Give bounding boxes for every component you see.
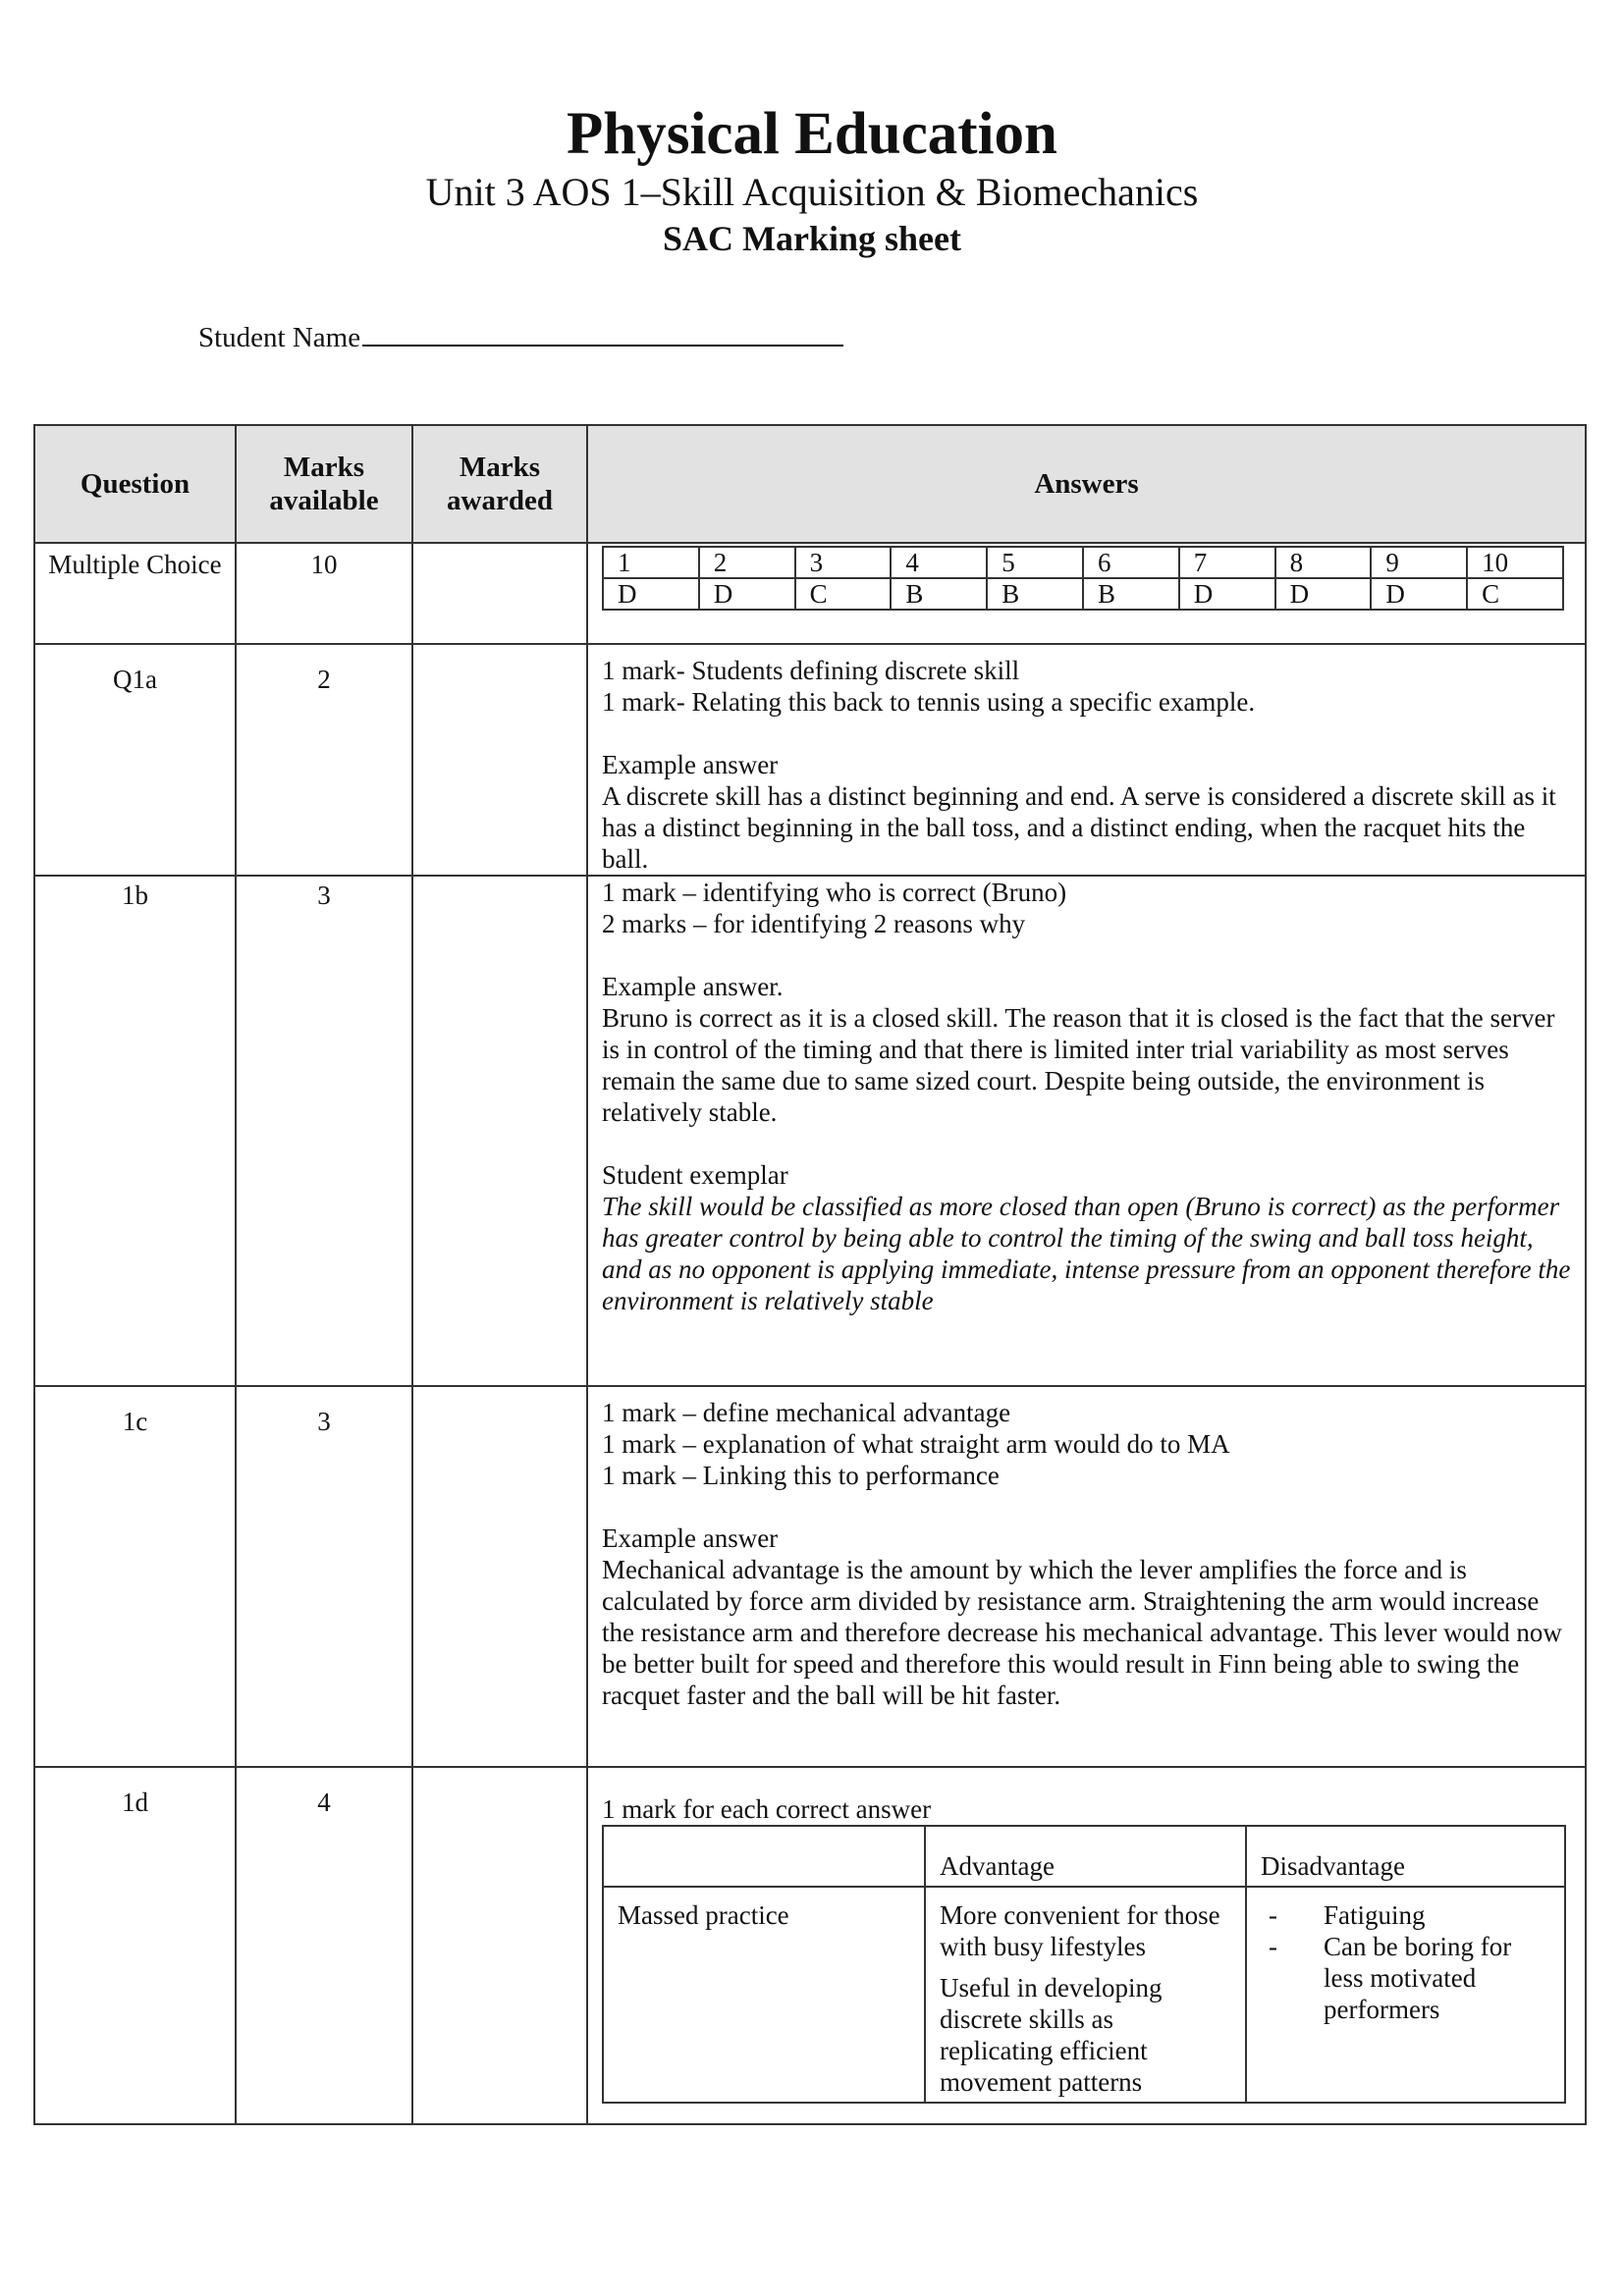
- practice-table-corner: [603, 1826, 925, 1887]
- mc-question-number: 4: [891, 547, 987, 578]
- practice-table-header: [603, 1826, 1565, 1887]
- mc-question-number: 6: [1083, 547, 1179, 578]
- header-answers: Answers: [587, 425, 1586, 543]
- marks-awarded-cell[interactable]: [412, 876, 587, 1386]
- table-header-row: [34, 425, 1586, 543]
- mc-question-number: 10: [1467, 547, 1563, 578]
- disadvantages-cell: [1246, 1887, 1565, 2103]
- question-label: 1d: [34, 1767, 236, 2124]
- criteria-line: 1 mark- Relating this back to tennis using a specific example.: [602, 687, 1256, 717]
- mc-correct-answer: D: [699, 578, 795, 610]
- mc-question-number: 9: [1371, 547, 1467, 578]
- question-label: 1b: [34, 876, 236, 1386]
- marks-awarded-cell[interactable]: [412, 1767, 587, 2124]
- mc-number-row: [603, 547, 1563, 578]
- disadvantage-item: - Can be boring for less motivated performers: [1261, 1931, 1550, 2025]
- row-q1a: [34, 644, 1586, 876]
- advantage-item: More convenient for those with busy lifestyles: [940, 1900, 1220, 1961]
- mc-question-number: 3: [795, 547, 892, 578]
- marks-awarded-cell[interactable]: [412, 543, 587, 644]
- example-text: A discrete skill has a distinct beginning and end. A serve is considered a discrete skill as it has a distinct beginning in the ball toss, and a distinct ending, when the racquet hits the ball.: [602, 781, 1556, 874]
- sheet-title: SAC Marking sheet: [663, 219, 961, 258]
- marks-awarded-cell[interactable]: [412, 1386, 587, 1767]
- mc-correct-answer: D: [603, 578, 699, 610]
- mc-correct-answer: B: [1083, 578, 1179, 610]
- marks-available: 2: [236, 644, 412, 876]
- marks-available: 10: [236, 543, 412, 644]
- example-text: Bruno is correct as it is a closed skill. The reason that it is closed is the fact that the server is in control of the timing and that there is limited inter trial variability as most serves remain the same due to same sized court. Despite being outside, the environment is relatively stable.: [602, 1003, 1555, 1127]
- criteria-line: 1 mark – define mechanical advantage: [602, 1398, 1011, 1427]
- practice-row-label: Massed practice: [603, 1887, 925, 2103]
- page-title: Physical Education: [567, 101, 1057, 167]
- answer-cell: [587, 1767, 1586, 2124]
- criteria-line: 1 mark- Students defining discrete skill: [602, 656, 1020, 685]
- student-name-line[interactable]: [362, 319, 843, 347]
- exemplar-heading: Student exemplar: [602, 1160, 788, 1190]
- answer-cell: [587, 876, 1586, 1386]
- mc-correct-answer: C: [795, 578, 892, 610]
- practice-row-massed: [603, 1887, 1565, 2103]
- question-label: 1c: [34, 1386, 236, 1767]
- disadvantage-list: [1261, 1899, 1550, 2025]
- mc-answer-grid: [602, 546, 1564, 611]
- example-heading: Example answer: [602, 1523, 779, 1553]
- mc-question-number: 1: [603, 547, 699, 578]
- q1d-intro: 1 mark for each correct answer: [602, 1794, 932, 1824]
- mc-correct-answer: C: [1467, 578, 1563, 610]
- disadvantage-item: - Fatiguing: [1261, 1899, 1550, 1931]
- practice-header-advantage: Advantage: [925, 1826, 1246, 1887]
- question-label: Q1a: [34, 644, 236, 876]
- mc-question-number: 7: [1179, 547, 1275, 578]
- answer-cell: [587, 543, 1586, 644]
- criteria-line: 1 mark – Linking this to performance: [602, 1461, 1000, 1490]
- mc-correct-answer: D: [1275, 578, 1372, 610]
- row-q1c: [34, 1386, 1586, 1767]
- mc-question-number: 2: [699, 547, 795, 578]
- row-q1d: [34, 1767, 1586, 2124]
- mc-correct-answer: D: [1179, 578, 1275, 610]
- question-label: Multiple Choice: [34, 543, 236, 644]
- mc-correct-answer: B: [891, 578, 987, 610]
- header-question: Question: [34, 425, 236, 543]
- practice-header-disadvantage: Disadvantage: [1246, 1826, 1565, 1887]
- mc-correct-answer: D: [1371, 578, 1467, 610]
- criteria-line: 1 mark – explanation of what straight arm would do to MA: [602, 1429, 1230, 1459]
- marks-available: 4: [236, 1767, 412, 2124]
- mc-answer-row: [603, 578, 1563, 610]
- student-name-label: Student Name: [198, 322, 361, 353]
- exemplar-text: The skill would be classified as more closed than open (Bruno is correct) as the performer has greater control by being able to control the timing of the swing and ball toss height, and as no opponent is applying immediate, intense pressure from an opponent therefore the environment is relatively stable: [602, 1192, 1571, 1315]
- marks-available: 3: [236, 1386, 412, 1767]
- criteria-line: 2 marks – for identifying 2 reasons why: [602, 909, 1026, 938]
- mc-question-number: 5: [987, 547, 1083, 578]
- header-marks-available: Marks available: [236, 425, 412, 543]
- marks-awarded-cell[interactable]: [412, 644, 587, 876]
- student-name-field[interactable]: [198, 319, 843, 354]
- mc-correct-answer: B: [987, 578, 1083, 610]
- mc-question-number: 8: [1275, 547, 1372, 578]
- header-marks-awarded: Marks awarded: [412, 425, 587, 543]
- marks-available: 3: [236, 876, 412, 1386]
- advantage-item: Useful in developing discrete skills as replicating efficient movement patterns: [940, 1973, 1163, 2097]
- page-subtitle: Unit 3 AOS 1–Skill Acquisition & Biomechanics: [425, 170, 1199, 214]
- row-q1b: [34, 876, 1586, 1386]
- example-text: Mechanical advantage is the amount by which the lever amplifies the force and is calculated by force arm divided by resistance arm. Straightening the arm would increase the resistance arm and therefore decrease his mechanical advantage. This lever would now be better built for speed and therefore this would result in Finn being able to swing the racquet faster and the ball will be hit faster.: [602, 1555, 1562, 1710]
- marking-table: [33, 424, 1587, 2125]
- answer-cell: [587, 644, 1586, 876]
- example-heading: Example answer.: [602, 972, 784, 1001]
- advantages-cell: [925, 1887, 1246, 2103]
- criteria-line: 1 mark – identifying who is correct (Bruno): [602, 878, 1067, 907]
- practice-table: [602, 1825, 1566, 2104]
- example-heading: Example answer: [602, 750, 779, 779]
- answer-cell: [587, 1386, 1586, 1767]
- row-multiple-choice: [34, 543, 1586, 644]
